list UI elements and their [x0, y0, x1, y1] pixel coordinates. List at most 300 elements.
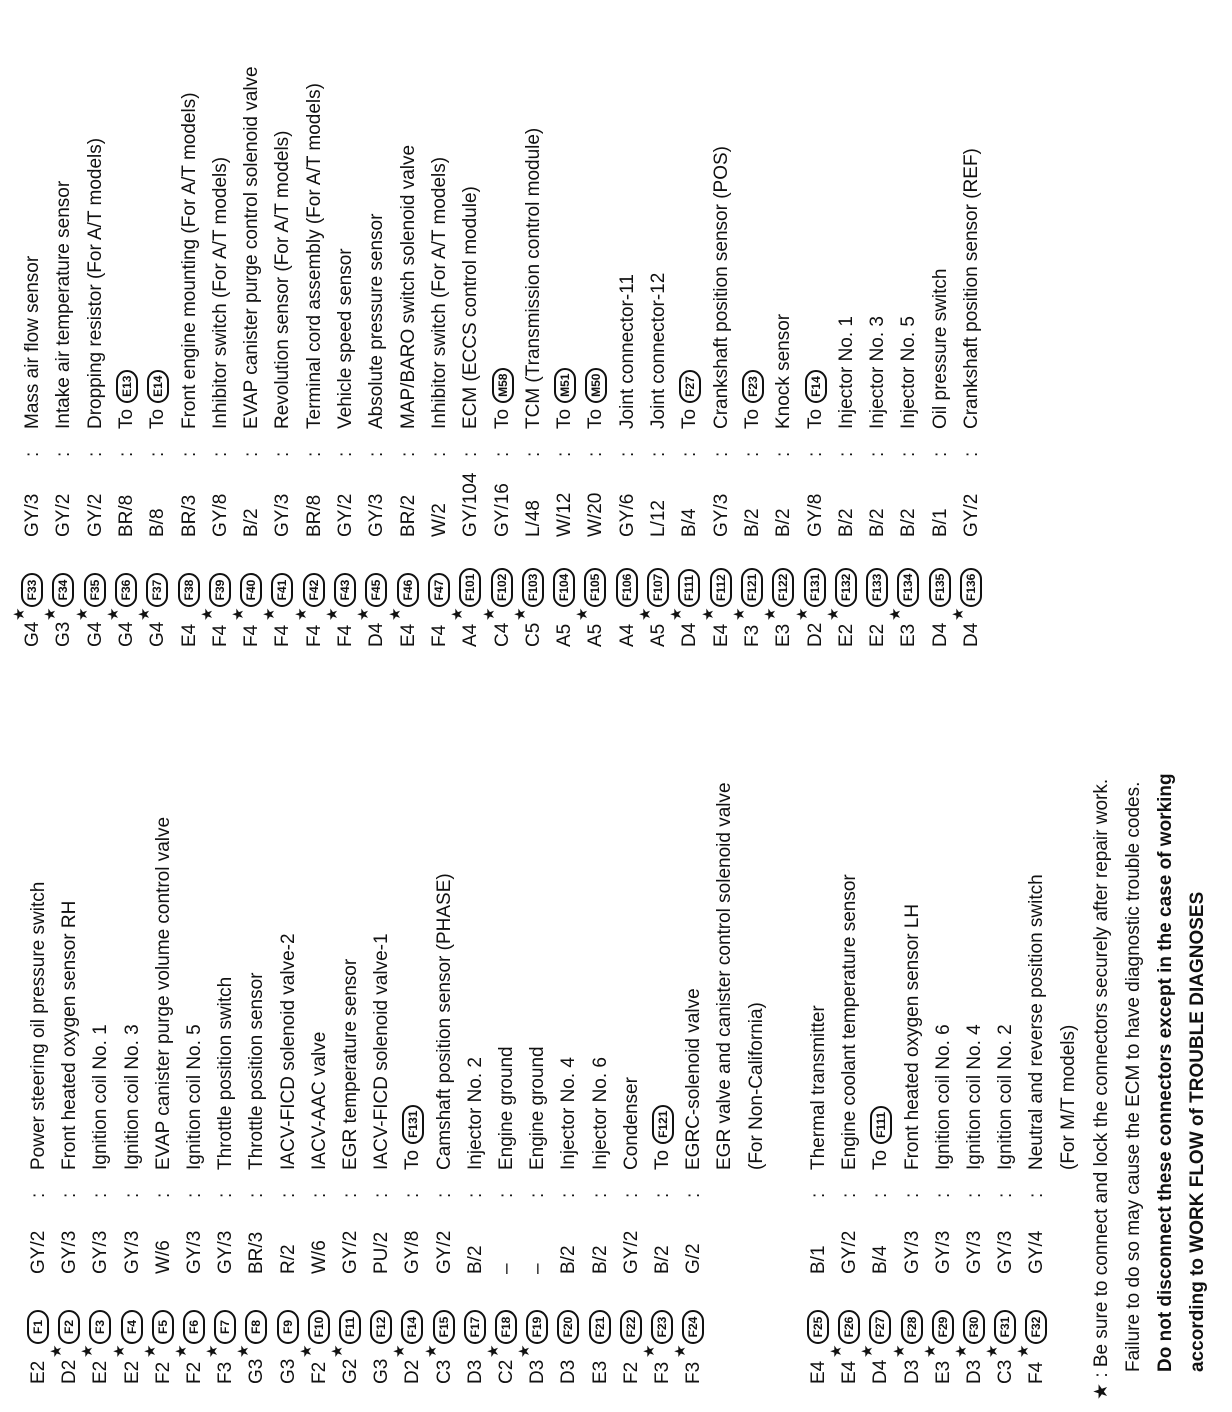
description-text: To: [652, 1149, 673, 1170]
colon-separator: :: [371, 1192, 392, 1198]
connector-badge: F11: [339, 1310, 361, 1344]
connector-description: [926, 269, 956, 430]
grid-ref: G2 ★: [329, 1344, 361, 1384]
colon-separator: :: [246, 1192, 267, 1198]
wire-code: B/2: [558, 1245, 579, 1274]
connector-description: [710, 782, 740, 1170]
wire-code: GY/8: [402, 1230, 423, 1274]
connector-description: [644, 273, 674, 429]
wire-code: GY/104: [460, 472, 481, 537]
grid-ref: C5 ★: [512, 607, 544, 647]
connector-badge: F32: [1025, 1310, 1047, 1344]
star-icon: ★: [199, 607, 216, 621]
connector-description: [738, 370, 768, 429]
grid-ref: A5 ★: [574, 607, 606, 647]
connector-badge: F25: [807, 1310, 829, 1344]
star-icon: ★: [105, 607, 122, 621]
wire-code: B/2: [742, 508, 763, 537]
connector-description: [960, 1024, 990, 1170]
star-icon: ★: [142, 1344, 159, 1358]
connector-badge: F42: [303, 573, 325, 607]
colon-separator: :: [527, 1192, 548, 1198]
connector-badge: F27: [869, 1310, 891, 1344]
wire-code: BR/8: [116, 494, 137, 537]
star-icon: ★: [668, 607, 685, 621]
description-text: Ignition coil No. 6: [933, 1024, 954, 1170]
description-text: Injector No. 3: [867, 316, 888, 429]
grid-ref: F4 ★: [230, 607, 262, 647]
wire-code: GY/2: [621, 1230, 642, 1274]
description-text: Crankshaft position sensor (POS): [711, 145, 732, 429]
wire-code: B/2: [898, 508, 919, 537]
connector-badge: F30: [963, 1310, 985, 1344]
description-text: To: [870, 1149, 891, 1170]
description-text: To: [585, 408, 606, 429]
description-text: Injector No. 1: [836, 316, 857, 429]
colon-separator: :: [648, 451, 669, 457]
grid-ref: C2 ★: [485, 1344, 517, 1384]
wire-code: GY/2: [85, 493, 106, 537]
wire-code: BR/3: [246, 1231, 267, 1274]
star-icon: ★: [828, 1344, 845, 1358]
wire-code: W/6: [309, 1240, 330, 1274]
connector-description: [331, 248, 361, 429]
wire-code: –: [527, 1263, 548, 1274]
description-text: EGR temperature sensor: [340, 958, 361, 1170]
colon-separator: :: [867, 451, 888, 457]
wire-code: GY/4: [1026, 1230, 1047, 1274]
colon-separator: :: [995, 1192, 1016, 1198]
wire-code: GY/6: [617, 493, 638, 537]
connector-badge: F133: [866, 568, 888, 607]
description-text: Condenser: [621, 1077, 642, 1170]
connector-description: [55, 901, 85, 1170]
colon-separator: :: [90, 1192, 111, 1198]
colon-separator: :: [22, 451, 43, 457]
connector-description: [49, 181, 79, 429]
connector-badge: F111: [678, 569, 700, 607]
connector-description: [456, 186, 486, 429]
description-text: (For Non-California): [746, 1002, 767, 1170]
connector-description: [617, 1077, 647, 1170]
wire-code: GY/3: [90, 1230, 111, 1274]
connector-description: [211, 977, 241, 1170]
description-text: Crankshaft position sensor (REF): [961, 148, 982, 429]
connector-badge: F33: [21, 573, 43, 607]
connector-description: [18, 256, 48, 429]
connector-badge: F107: [647, 568, 669, 607]
grid-ref: G4 ★: [74, 607, 106, 647]
description-text: To: [554, 408, 575, 429]
connector-description: [679, 988, 709, 1170]
description-text: IACV-FICD solenoid valve-1: [371, 933, 392, 1170]
description-text: EGR valve and canister control solenoid valve: [714, 782, 735, 1170]
colon-separator: :: [933, 1192, 954, 1198]
wire-code: B/1: [808, 1245, 829, 1274]
wire-code: L/12: [648, 500, 669, 537]
connector-badge: F41: [271, 573, 293, 607]
target-connector-badge: F121: [652, 1105, 674, 1144]
connector-description: [866, 1106, 896, 1170]
star-icon: ★: [111, 1344, 128, 1358]
star-icon: ★: [516, 1344, 533, 1358]
star-icon: ★: [42, 607, 59, 621]
connector-badge: F31: [994, 1310, 1016, 1344]
connector-description: [112, 370, 142, 429]
description-text: ECM (ECCS control module): [460, 186, 481, 429]
grid-ref: G3: [371, 1358, 392, 1384]
connector-description: [336, 959, 366, 1170]
description-text: MAP/BARO switch solenoid valve: [398, 144, 419, 429]
description-text: EGRC-solenoid valve: [683, 988, 704, 1170]
description-text: Mass air flow sensor: [22, 255, 43, 429]
colon-separator: :: [59, 1192, 80, 1198]
connector-badge: F8: [245, 1310, 267, 1344]
connector-badge: F20: [557, 1310, 579, 1344]
grid-ref: E4: [179, 623, 200, 647]
grid-ref: D3 ★: [953, 1344, 985, 1384]
grid-ref: F3 ★: [641, 1344, 673, 1384]
wire-code: B/2: [590, 1245, 611, 1274]
connector-description: [523, 1046, 553, 1170]
colon-separator: :: [85, 451, 106, 457]
connector-description: [492, 1046, 522, 1170]
grid-ref: F4 ★: [1015, 1344, 1047, 1384]
star-icon: ★: [672, 1344, 689, 1358]
wire-code: GY/2: [839, 1230, 860, 1274]
connector-description: [81, 138, 111, 429]
colon-separator: :: [554, 451, 575, 457]
connector-description: [554, 1057, 584, 1170]
wire-code: GY/16: [492, 483, 513, 537]
star-icon: ★: [79, 1344, 96, 1358]
connector-description: [367, 933, 397, 1170]
description-text: Joint connector-12: [648, 272, 669, 429]
colon-separator: :: [590, 1192, 611, 1198]
description-text: Terminal cord assembly (For A/T models): [304, 83, 325, 429]
connector-description: [237, 66, 267, 429]
grid-ref: D4 ★: [668, 607, 700, 647]
grid-ref: E3 ★: [762, 607, 794, 647]
target-connector-badge: F111: [870, 1106, 892, 1144]
colon-separator: :: [122, 1192, 143, 1198]
grid-ref: F4 ★: [261, 607, 293, 647]
target-connector-badge: F23: [742, 370, 764, 403]
colon-separator: :: [652, 1192, 673, 1198]
star-icon: ★: [731, 607, 748, 621]
colon-separator: :: [839, 1192, 860, 1198]
description-text: Engine ground: [496, 1046, 517, 1170]
wire-code: B/1: [930, 508, 951, 537]
connector-badge: F37: [146, 573, 168, 607]
description-text: To: [492, 408, 513, 429]
colon-separator: :: [278, 1192, 299, 1198]
connector-badge: F38: [178, 573, 200, 607]
grid-ref: F4: [429, 624, 450, 647]
colon-separator: :: [434, 1192, 455, 1198]
colon-separator: :: [53, 451, 74, 457]
colon-separator: :: [621, 1192, 642, 1198]
grid-ref: D3 ★: [516, 1344, 548, 1384]
connector-badge: F39: [209, 573, 231, 607]
connector-badge: F9: [277, 1310, 299, 1344]
description-text: Ignition coil No. 5: [184, 1024, 205, 1170]
connector-description: [362, 214, 392, 429]
connector-badge: F26: [838, 1310, 860, 1344]
connector-description: [581, 368, 611, 429]
note-line-2: Failure to do so may cause the ECM to have diagnostic trouble codes.: [1123, 781, 1144, 1372]
description-text: Front engine mounting (For A/T models): [179, 92, 200, 429]
grid-ref: C3 ★: [984, 1344, 1016, 1384]
colon-separator: :: [153, 1192, 174, 1198]
grid-ref: E4 ★: [828, 1344, 860, 1384]
colon-separator: :: [711, 451, 732, 457]
grid-ref: F2 ★: [298, 1344, 330, 1384]
wire-code: GY/2: [434, 1230, 455, 1274]
connector-description: [863, 316, 893, 429]
description-text: TCM (Transmission control module): [523, 127, 544, 429]
description-text: Injector No. 2: [465, 1057, 486, 1170]
colon-separator: :: [179, 451, 200, 457]
grid-ref: F2 ★: [173, 1344, 205, 1384]
description-text: To: [147, 408, 168, 429]
connector-description: [430, 873, 460, 1170]
description-text: Ignition coil No. 2: [995, 1024, 1016, 1170]
grid-ref: G3 ★: [42, 607, 74, 647]
colon-separator: :: [558, 1192, 579, 1198]
grid-ref: G3: [278, 1358, 299, 1384]
star-icon: ★: [261, 607, 278, 621]
grid-ref: F2: [621, 1361, 642, 1384]
colon-separator: :: [805, 451, 826, 457]
connector-badge: F101: [459, 568, 481, 607]
wire-code: GY/2: [28, 1230, 49, 1274]
colon-separator: :: [808, 1192, 829, 1198]
connector-description: [86, 1024, 116, 1170]
colon-separator: :: [210, 451, 231, 457]
description-text: (For M/T models): [1058, 1024, 1079, 1170]
star-icon: ★: [762, 607, 779, 621]
connector-description: [425, 157, 455, 429]
wire-code: B/4: [679, 508, 700, 537]
grid-ref: F3 ★: [731, 607, 763, 647]
connector-badge: F112: [710, 568, 732, 607]
description-text: Inhibitor switch (For A/T models): [429, 156, 450, 429]
wire-code: L/48: [523, 500, 544, 537]
connector-description: [675, 370, 705, 429]
connector-description: [268, 131, 298, 430]
star-icon: ★: [423, 1344, 440, 1358]
wire-code: GY/2: [53, 493, 74, 537]
colon-separator: :: [1026, 1192, 1047, 1198]
connector-description: [832, 316, 862, 429]
wire-code: GY/3: [366, 493, 387, 537]
colon-separator: :: [304, 451, 325, 457]
connector-description: [769, 314, 799, 429]
grid-ref: G4 ★: [105, 607, 137, 647]
colon-separator: :: [683, 1192, 704, 1198]
connector-badge: F28: [901, 1310, 923, 1344]
colon-separator: :: [116, 451, 137, 457]
connector-description: [398, 1105, 428, 1170]
connector-badge: F15: [433, 1310, 455, 1344]
connector-badge: F21: [589, 1310, 611, 1344]
connector-description: [929, 1024, 959, 1170]
wire-code: GY/3: [59, 1230, 80, 1274]
star-icon: ★: [859, 1344, 876, 1358]
connector-description: [648, 1105, 678, 1170]
star-icon: ★: [481, 607, 498, 621]
colon-separator: :: [366, 451, 387, 457]
star-icon: ★: [984, 1344, 1001, 1358]
grid-ref: E2 ★: [111, 1344, 143, 1384]
star-icon: ★: [293, 607, 310, 621]
grid-ref: E2: [28, 1360, 49, 1384]
description-text: Knock sensor: [773, 313, 794, 429]
star-icon: ★: [891, 1344, 908, 1358]
star-icon: ★: [887, 607, 904, 621]
description-text: Injector No. 5: [898, 316, 919, 429]
description-text: Ignition coil No. 3: [122, 1024, 143, 1170]
description-text: EVAP canister purge volume control valve: [153, 816, 174, 1170]
star-icon: ★: [324, 607, 341, 621]
description-text: Front heated oxygen sensor RH: [59, 900, 80, 1170]
wire-code: GY/2: [961, 493, 982, 537]
note-text-1: : Be sure to connect and lock the connectors securely after repair work.: [1091, 778, 1112, 1378]
target-connector-badge: F14: [805, 370, 827, 403]
target-connector-badge: M58: [492, 368, 514, 403]
wire-code: B/8: [147, 508, 168, 537]
wire-code: B/2: [652, 1245, 673, 1274]
grid-ref: D4 ★: [859, 1344, 891, 1384]
connector-description: [1054, 1025, 1084, 1170]
colon-separator: :: [272, 451, 293, 457]
grid-ref: D4: [930, 622, 951, 647]
wire-code: BR/8: [304, 494, 325, 537]
star-icon: ★: [794, 607, 811, 621]
star-icon: ★: [512, 607, 529, 621]
description-text: Injector No. 6: [590, 1057, 611, 1170]
wire-code: GY/3: [964, 1230, 985, 1274]
notes-block: [1086, 773, 1214, 1400]
star-icon: ★: [391, 1344, 408, 1358]
wire-code: B/2: [836, 508, 857, 537]
wire-code: GY/2: [335, 493, 356, 537]
connector-badge: F46: [397, 573, 419, 607]
grid-ref: A5 ★: [637, 607, 669, 647]
grid-ref: D2 ★: [48, 1344, 80, 1384]
target-connector-badge: E14: [147, 370, 169, 403]
colon-separator: :: [402, 1192, 423, 1198]
star-icon: ★: [173, 1344, 190, 1358]
wire-code: W/12: [554, 492, 575, 537]
star-icon: ★: [204, 1344, 221, 1358]
connector-description: [305, 1032, 335, 1170]
description-text: Vehicle speed sensor: [335, 248, 356, 429]
colon-separator: :: [241, 451, 262, 457]
description-text: IACV-AAC valve: [309, 1031, 330, 1170]
wire-code: G/2: [683, 1243, 704, 1274]
description-text: To: [116, 408, 137, 429]
colon-separator: :: [773, 451, 794, 457]
star-icon: ★: [355, 607, 372, 621]
note-line-3: Do not disconnect these connectors except in the case of working: [1155, 773, 1176, 1372]
star-icon: ★: [48, 1344, 65, 1358]
grid-ref: E2 ★: [825, 607, 857, 647]
colon-separator: :: [460, 451, 481, 457]
grid-ref: G4 ★: [11, 607, 43, 647]
wire-code: W/2: [429, 503, 450, 537]
connector-description: [898, 904, 928, 1170]
wire-code: GY/3: [933, 1230, 954, 1274]
description-text: Camshaft position sensor (PHASE): [434, 873, 455, 1170]
connector-badge: F135: [929, 568, 951, 607]
wire-code: W/6: [153, 1240, 174, 1274]
wire-code: W/20: [585, 492, 606, 537]
grid-ref: G4 ★: [136, 607, 168, 647]
grid-ref: F4 ★: [199, 607, 231, 647]
connector-description: [206, 157, 236, 429]
connector-description: [394, 145, 424, 429]
connector-badge: F24: [682, 1310, 704, 1344]
wire-code: GY/3: [902, 1230, 923, 1274]
connector-badge: F14: [401, 1310, 423, 1344]
star-icon: ★: [953, 1344, 970, 1358]
note-line-1: [1086, 773, 1118, 1400]
grid-ref: D2 ★: [794, 607, 826, 647]
connector-badge: F2: [58, 1310, 80, 1344]
colon-separator: :: [398, 451, 419, 457]
colon-separator: :: [523, 451, 544, 457]
star-icon: ★: [74, 607, 91, 621]
connector-description: [550, 368, 580, 429]
grid-ref: A4: [617, 623, 638, 647]
colon-separator: :: [898, 451, 919, 457]
grid-ref: C3 ★: [423, 1344, 455, 1384]
connector-description: [613, 274, 643, 429]
connector-description: [175, 92, 205, 429]
description-text: To: [742, 408, 763, 429]
colon-separator: :: [964, 1192, 985, 1198]
grid-ref: C4 ★: [481, 607, 513, 647]
colon-separator: :: [309, 1192, 330, 1198]
colon-separator: :: [184, 1192, 205, 1198]
wire-code: –: [496, 1263, 517, 1274]
wire-code: GY/3: [122, 1230, 143, 1274]
note-line-4: according to WORK FLOW of TROUBLE DIAGNOSES: [1187, 891, 1208, 1372]
connector-badge: F102: [491, 568, 513, 607]
star-icon: ★: [637, 607, 654, 621]
description-text: Throttle position sensor: [246, 972, 267, 1170]
grid-ref: E3 ★: [922, 1344, 954, 1384]
connector-description: [24, 882, 54, 1170]
connector-badge: F122: [772, 568, 794, 607]
grid-ref: E3: [590, 1360, 611, 1384]
star-icon: ★: [449, 607, 466, 621]
wire-code: BR/2: [398, 494, 419, 537]
connector-badge: F4: [121, 1310, 143, 1344]
connector-badge: F47: [428, 573, 450, 607]
wire-code: GY/2: [340, 1230, 361, 1274]
description-text: To: [402, 1149, 423, 1170]
connector-description: [143, 370, 173, 429]
connector-badge: F7: [214, 1310, 236, 1344]
star-icon: ★: [922, 1344, 939, 1358]
target-connector-badge: E13: [116, 370, 138, 403]
colon-separator: :: [870, 1192, 891, 1198]
description-text: IACV-FICD solenoid valve-2: [278, 933, 299, 1170]
star-icon: ★: [329, 1344, 346, 1358]
